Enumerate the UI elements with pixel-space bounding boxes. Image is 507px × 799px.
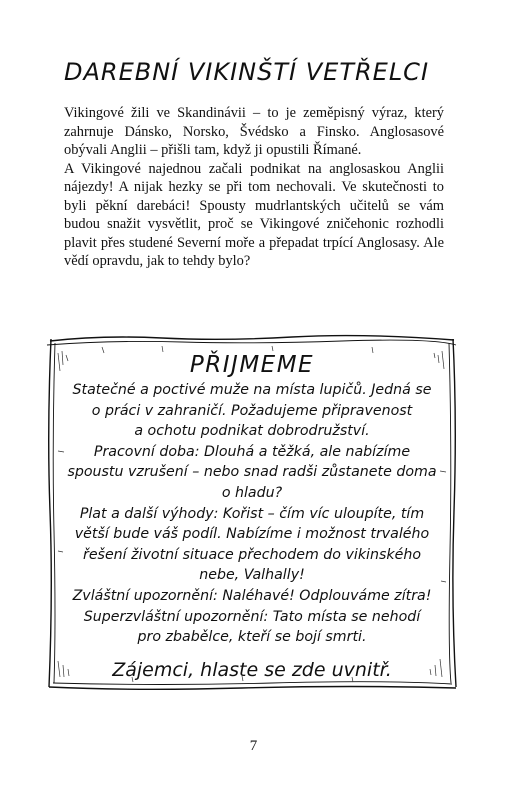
chapter-title: DAREBNÍ VIKINŠTÍ VETŘELCI [64,58,430,86]
advert-notice-line [66,586,438,607]
paragraph-1: Vikingové žili ve Skandinávii – to je zeměpisný výraz, který zahrnuje Dánsko, Norsko, Švédsko a Finsko. Anglosasové obývali Anglii – přišli tam, když ji opustili Římané. [64,105,444,158]
advert-super-line: pro zbabělce, kteří se bojí smrti. [137,629,367,646]
hours-label: Pracovní doba: [93,443,200,460]
pay-text: Kořist – čím víc uloupíte, tím [218,505,425,522]
advert-super-line [66,607,438,628]
advert-heading: PŘIJMEME [189,352,315,378]
super-text: Tato místa se nehodí [268,608,421,625]
advert-pay-line: větší bude váš podíl. Nabízíme i možnost trvalého [74,526,430,543]
advert-pay-line [66,504,438,525]
advert-intro-line: a ochotu podnikat dobrodružství. [134,423,370,440]
notice-label: Zvláštní upozornění: [72,587,218,604]
super-label: Superzvláštní upozornění: [83,608,269,625]
advert-pay-line: nebe, Valhally! [199,567,305,584]
advert-intro-line: o práci v zahraničí. Požadujeme připravenost [91,402,413,419]
advert-hours-line [66,442,438,463]
advert-closing: Zájemci, hlaste se zde uvnitř. [112,658,392,681]
pay-label: Plat a další výhody: [79,505,219,522]
notice-text: Naléhavé! Odplouváme zítra! [217,587,432,604]
advert-intro-line: Statečné a poctivé muže na místa lupičů. Jedná se [72,382,432,398]
advert-pay-line: řešení životní situace přechodem do vikinského [82,546,421,563]
advert-hours-line: o hladu? [221,484,283,501]
hours-text: Dlouhá a těžká, ale nabízíme [199,443,411,460]
page-number: 7 [249,738,258,754]
advert-text [66,351,438,685]
advert-hours-line: spoustu vzrušení – nebo snad radši zůstanete doma [67,464,437,481]
body-text [64,104,444,271]
recruitment-advert [42,331,462,695]
paragraph-2: A Vikingové najednou začali podnikat na anglosaskou Anglii nájezdy! A nijak hezky se při tom nechovali. Ve skutečnosti to byli pěkní darebáci! Spousty mudrlantských učitelů se vám budou snažit vysvětlit, proč se Vikingové zničehonic rozhodli plavit přes studené Severní moře a přepadat trpící Anglosasy. Ale vědí opravdu, jak to tehdy bylo? [64,160,444,269]
